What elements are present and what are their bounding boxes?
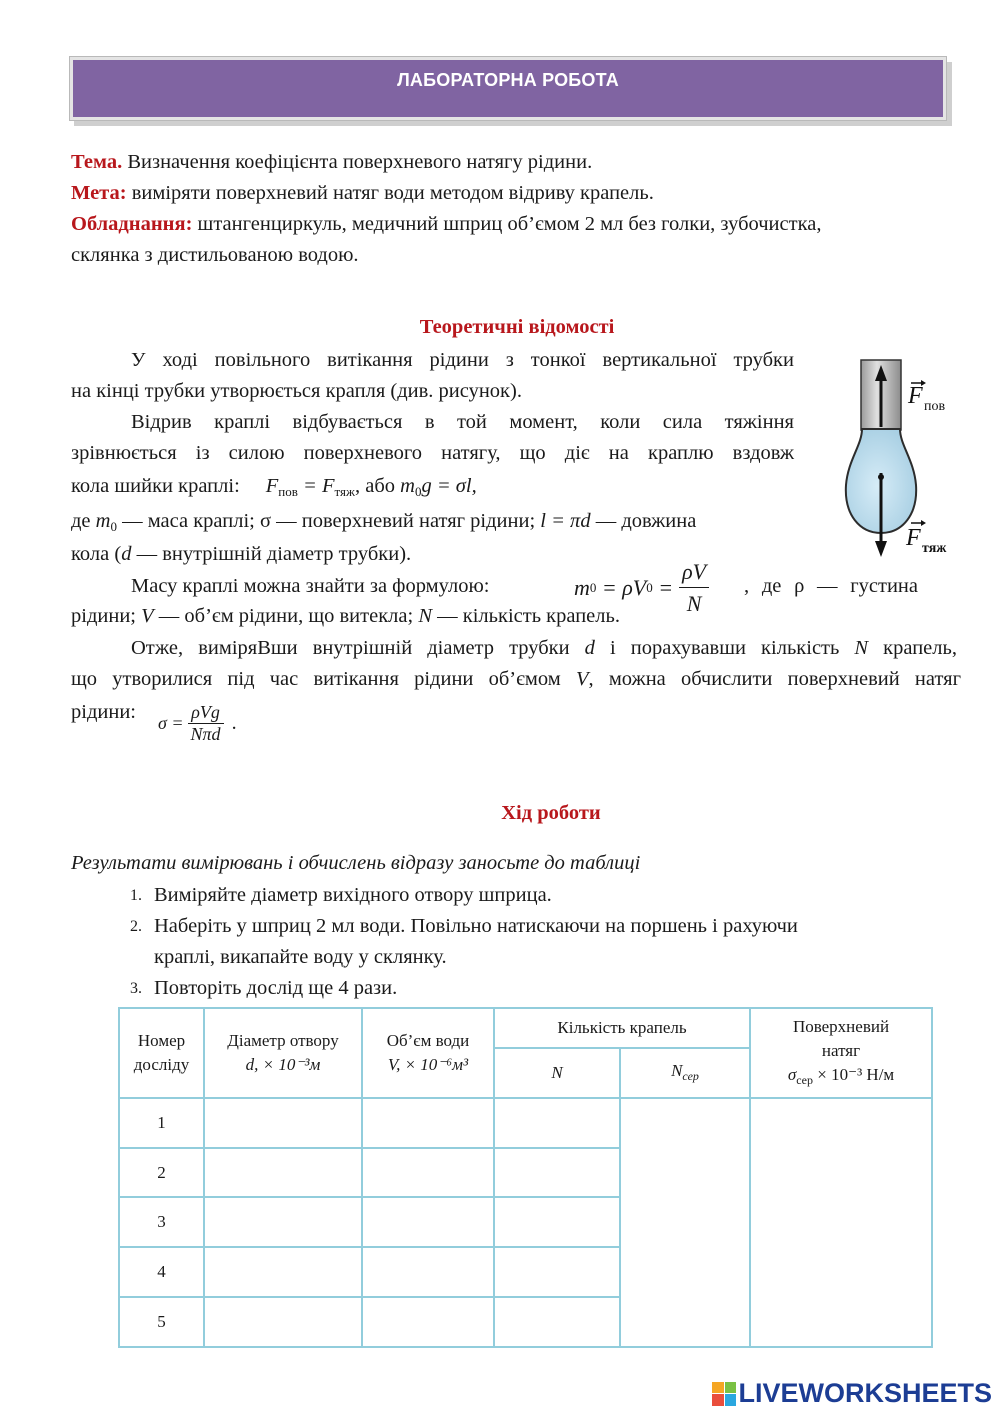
logo-icon [712,1382,736,1406]
drops-n-cell[interactable] [494,1197,620,1247]
formula-d: d [121,543,132,565]
formula-m: m [400,475,415,497]
header-text: сер [796,1072,814,1087]
force-label-top: F [908,383,923,409]
diameter-cell[interactable] [204,1098,362,1148]
drops-n-cell[interactable] [494,1297,620,1347]
formula-sub: 0 [414,484,422,499]
mass-fraction [679,556,709,619]
formula-n: N [418,605,432,627]
formula-sigma: σ = [158,712,184,733]
header-drops [494,1008,750,1048]
formula-d: d [584,637,595,659]
fraction-numerator: ρVg [188,702,224,724]
header-text: N [551,1063,563,1082]
header-text: Об’єм води [386,1031,470,1050]
header-drops-navg [620,1048,750,1098]
theory-p5-line1 [131,633,957,664]
text-span: — довжина [590,510,697,532]
page-title: ЛАБОРАТОРНА РОБОТА [397,70,619,90]
fraction-denominator: Nπd [190,723,221,744]
formula-rest: g = σl, [421,475,477,497]
tension-formula [158,694,237,752]
text-span: — маса краплі; σ — поверхневий натяг рідини; [116,510,541,532]
theory-p4-line2 [71,601,620,632]
theory-p2-line1: Відрив краплі відбувається в той момент, коли сила тяжіння [131,411,794,433]
text-span: де [71,510,96,532]
fraction-numerator: ρV [679,556,709,588]
formula-m: m [95,510,111,532]
header-text: Поверхневий [792,1016,890,1036]
goal-line [71,178,654,209]
drops-n-cell[interactable] [494,1098,620,1148]
force-sub-top: пов [924,399,946,414]
volume-cell[interactable] [362,1197,494,1247]
formula-eq: = [652,574,674,600]
fraction-denominator: N [686,590,702,616]
row-number: 3 [119,1197,204,1247]
row-number: 1 [119,1098,204,1148]
drops-n-cell[interactable] [494,1148,620,1197]
step-number: 1. [130,887,142,904]
theory-p4-line1-a: Масу краплі можна знайти за формулою: [131,575,490,597]
header-tension [750,1008,932,1098]
formula-sub: 0 [110,519,117,534]
formula-sub: пов [278,484,298,499]
liveworksheets-logo [712,1378,992,1409]
text-span: і порахувавши кількість [594,637,855,659]
diameter-cell[interactable] [204,1247,362,1297]
text-span: рідини; [71,605,142,627]
theory-heading: Теоретичні відомості [419,316,615,338]
text-span: , можна обчислити поверхневий натяг [588,668,961,690]
procedure-note: Результати вимірювань і обчислень відразу заносьте до таблиці [71,852,641,874]
logo-text: LIVEWORKSHEETS [738,1378,992,1408]
theory-p5-line3: рідини: [71,701,136,723]
diameter-cell[interactable] [204,1148,362,1197]
force-label-bottom: F [906,525,921,551]
text-span: — кількість крапель. [432,605,620,627]
row-number: 5 [119,1297,204,1347]
diameter-cell[interactable] [204,1197,362,1247]
equipment-line-2: склянка з дистильованою водою. [71,244,359,266]
vector-mark-bottom [921,520,926,526]
formula-v: V [141,605,154,627]
tension-fraction [188,702,224,745]
step-text: Повторіть дослід ще 4 рази. [154,977,398,999]
theory-p3-line1 [71,506,696,542]
volume-cell[interactable] [362,1148,494,1197]
volume-cell[interactable] [362,1247,494,1297]
header-text: Діаметр отвору [227,1031,339,1050]
header-text: × 10⁻³ Н/м [813,1064,895,1084]
theory-p2-line2: зрівнюється із силою поверхневого натягу, що діє на краплю вздовж [71,442,794,464]
header-text: d, × 10⁻³м [245,1055,321,1074]
goal-label: Мета: [71,182,127,204]
topic-line [71,147,592,178]
theory-p4-line1-b: , де ρ — густина [744,575,918,597]
header-text: V, × 10⁻⁶м³ [387,1055,469,1074]
formula-sub: тяж [334,484,355,499]
header-number [119,1008,204,1098]
equipment-line [71,209,821,240]
header-text: Номер [137,1031,186,1050]
procedure-heading: Хід роботи [501,802,601,824]
header-volume [362,1008,494,1098]
step-text: Виміряйте діаметр вихідного отвору шприца. [154,884,552,906]
text-span: що утворилися під час витікання рідини об’ємом [71,668,576,690]
header-text [755,1063,927,1092]
text-span: . [231,711,237,734]
results-table [118,1007,933,1348]
volume-cell[interactable] [362,1297,494,1347]
diameter-cell[interactable] [204,1297,362,1347]
formula-eq: = F [297,475,335,497]
header-text: Кількість крапель [557,1018,687,1037]
formula-l: l = πd [540,510,591,532]
step-text: Наберіть у шприц 2 мл води. Повільно натискаючи на поршень і рахуючи [154,915,798,937]
text-span: — об’єм рідини, що витекла; [153,605,419,627]
formula-sub: 0 [589,579,597,595]
force-sub-bottom: тяж [922,541,947,556]
header-text: N [671,1060,683,1080]
theory-p5-line2 [71,664,961,695]
header-text: натяг [821,1040,861,1060]
text-span: — внутрішній діаметр трубки). [131,543,412,565]
step-number: 2. [130,918,142,935]
center-dot [878,474,884,480]
text-span: , або [355,475,401,497]
formula-f: F [265,475,279,497]
text-span: Отже, виміряВши внутрішній діаметр трубки [131,637,585,659]
row-number: 4 [119,1247,204,1297]
header-text: досліду [133,1055,190,1074]
text-span: кола ( [71,543,122,565]
header-drops-n [494,1048,620,1098]
drops-n-cell[interactable] [494,1247,620,1297]
theory-p2-line3 [71,471,477,507]
equipment-text: штангенциркуль, медичний шприц об’ємом 2 мл без голки, зубочистка, [197,213,822,235]
tension-avg-cell[interactable] [750,1098,932,1347]
header-text: сер [682,1068,699,1083]
topic-label: Тема. [71,151,123,173]
header-text: σ [787,1064,797,1084]
row-number: 2 [119,1148,204,1197]
theory-p1-line2: на кінці трубки утворюється крапля (див. рисунок). [71,380,522,402]
arrow-head-down [875,541,887,557]
formula-m: m [574,574,590,600]
formula-n: N [854,637,869,659]
text-span: крапель, [868,637,957,659]
drops-avg-cell[interactable] [620,1098,750,1347]
formula-v: V [575,668,589,690]
header-diameter [204,1008,362,1098]
formula-eq: = ρV [596,574,647,600]
equipment-label: Обладнання: [71,213,193,235]
volume-cell[interactable] [362,1098,494,1148]
theory-p1-line1: У ході повільного витікання рідини з тонкої вертикальної трубки [131,349,794,371]
step-number: 3. [130,980,142,997]
drop-figure [840,355,970,565]
topic-text: Визначення коефіцієнта поверхневого натягу рідини. [127,151,593,173]
formula-sub: 0 [646,579,653,595]
text-span: кола шийки краплі: [71,475,240,497]
theory-p3-line2 [71,539,411,570]
goal-text: виміряти поверхневий натяг води методом відриву крапель. [131,182,654,204]
step-text-cont: краплі, викапайте воду у склянку. [154,946,447,968]
